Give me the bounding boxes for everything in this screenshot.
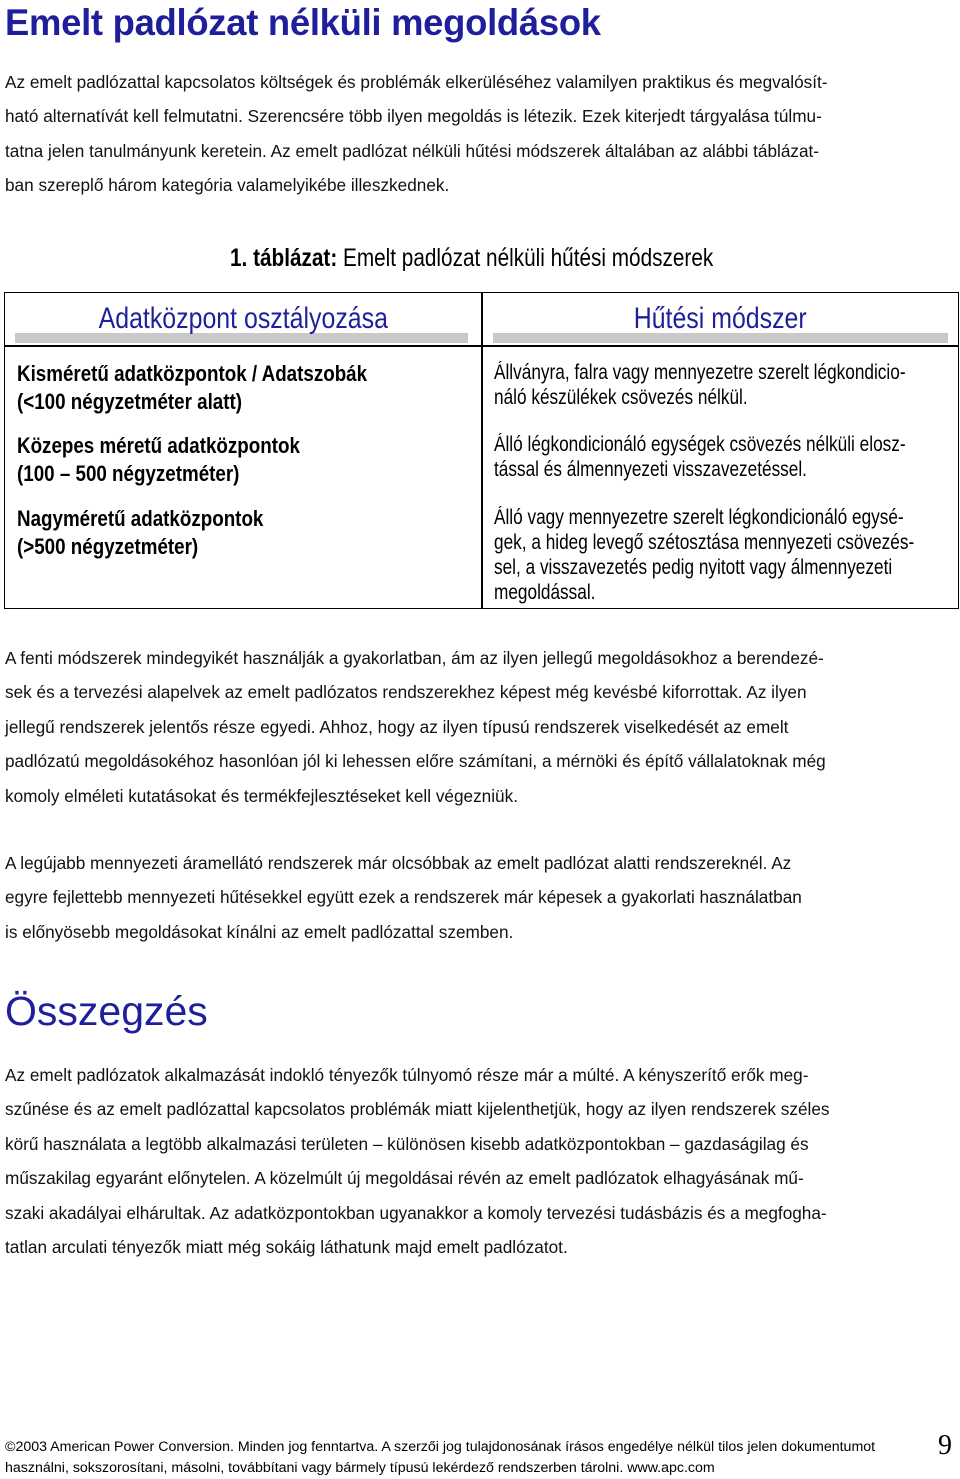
text-line: jellegű rendszerek jelentős része egyedi. Ahhoz, hogy az ilyen típusú rendszerek viselkedését az emelt (5, 716, 789, 737)
page-title: Emelt padlózat nélküli megoldások (5, 2, 601, 43)
table-cell-classification: Közepes méretű adatközpontok (100 – 500 négyzetméter) (17, 433, 300, 486)
text-line: ható alternatívát kell felmutatni. Szerencsére több ilyen megoldás is létezik. Ezek kiterjedt tárgyalása túlmu- (5, 106, 822, 127)
body-paragraph (5, 846, 957, 949)
text-line: sek és a tervezési alapelvek az emelt padlózatos rendszerekhez képest még kevésbé kiforrottak. Az ilyen (5, 682, 807, 703)
text-line: tatlan arculati tényezők miatt még sokáig láthatunk majd emelt padlózatot. (5, 1236, 568, 1257)
text-line: szűnése és az emelt padlózattal kapcsolatos problémák miatt kijelenthetjük, hogy az ilyen rendszerek széles (5, 1099, 830, 1120)
footer-line: ©2003 American Power Conversion. Minden jog fenntartva. A szerzői jog tulajdonosának írásos engedélye nélkül tilos jelen dokumentumot (5, 1439, 876, 1455)
table-caption-number: 1. táblázat: (230, 244, 338, 272)
text-line: ban szereplő három kategória valamelyikébe illeszkednek. (5, 175, 450, 196)
text-line: Az emelt padlózatok alkalmazását indokló tényezők túlnyomó része már a múlté. A kényszerítő erők meg- (5, 1065, 809, 1085)
text-line: szaki akadályai elhárultak. Az adatközpontokban ugyanakkor a komoly tervezési tudásbázis és a megfogha- (5, 1202, 827, 1223)
text-line: egyre fejlettebb mennyezeti hűtésekkel együtt ezek a rendszerek már képesek a gyakorlati használatban (5, 887, 802, 908)
footer-line: használni, sokszorosítani, másolni, továbbítani vagy bármely típusú lekérdező rendszerben tárolni. www.apc.com (5, 1460, 715, 1476)
body-paragraph (5, 641, 957, 813)
text-line: körű használata a legtöbb alkalmazási területen – különösen kisebb adatközpontokban – gazdaságilag és (5, 1133, 809, 1154)
text-line: A legújabb mennyezeti áramellátó rendszerek már olcsóbbak az emelt padlózat alatti rendszereknél. Az (5, 853, 792, 873)
cooling-methods-table (4, 292, 959, 609)
table-header-classification: Adatközpont osztályozása (98, 302, 388, 335)
table-cell-method: Állványra, falra vagy mennyezetre szerelt légkondicio- náló készülékek csövezés nélkül. (494, 361, 906, 409)
intro-paragraph (5, 65, 957, 203)
table-cell-method: Álló vagy mennyezetre szerelt légkondicionáló egysé- gek, a hideg levegő szétosztása mennyezeti csövezés- sel, a visszavezetés pedig nyitott vagy álmennyezeti megoldással. (494, 506, 915, 604)
table-caption (230, 244, 713, 273)
text-line: is előnyösebb megoldásokat kínálni az emelt padlózattal szemben. (5, 921, 514, 942)
section-title-summary: Összegzés (5, 988, 208, 1034)
text-line: A fenti módszerek mindegyikét használják a gyakorlatban, ám az ilyen jellegű megoldásokhoz a berendezé- (5, 648, 824, 668)
summary-paragraph (5, 1058, 957, 1264)
table-cell-classification: Nagyméretű adatközpontok (>500 négyzetméter) (17, 506, 264, 559)
table-header-cooling-method: Hűtési módszer (634, 302, 807, 335)
text-line: padlózatú megoldásokéhoz hasonlóan jól ki lehessen előre számítani, a mérnöki és építő vállalatoknak még (5, 751, 826, 772)
table-cell-classification: Kisméretű adatközpontok / Adatszobák (<100 négyzetméter alatt) (17, 361, 368, 414)
table-caption-text: Emelt padlózat nélküli hűtési módszerek (337, 244, 714, 272)
table-header-divider (5, 345, 958, 347)
table-cell-method: Álló légkondicionáló egységek csövezés nélküli elosz- tással és álmennyezeti visszavezetéssel. (494, 433, 906, 481)
text-line: műszakilag egyaránt előnytelen. A közelmúlt új megoldásai révén az emelt padlózatok elhagyásának mű- (5, 1168, 804, 1189)
footer-copyright (5, 1437, 915, 1479)
page-number: 9 (938, 1430, 952, 1461)
text-line: tatna jelen tanulmányunk keretein. Az emelt padlózat nélküli hűtési módszerek általában az alábbi táblázat- (5, 140, 820, 161)
text-line: komoly elméleti kutatásokat és termékfejlesztéseket kell végezniük. (5, 785, 518, 806)
text-line: Az emelt padlózattal kapcsolatos költségek és problémák elkerüléséhez valamilyen praktikus és megvalósít- (5, 72, 828, 92)
